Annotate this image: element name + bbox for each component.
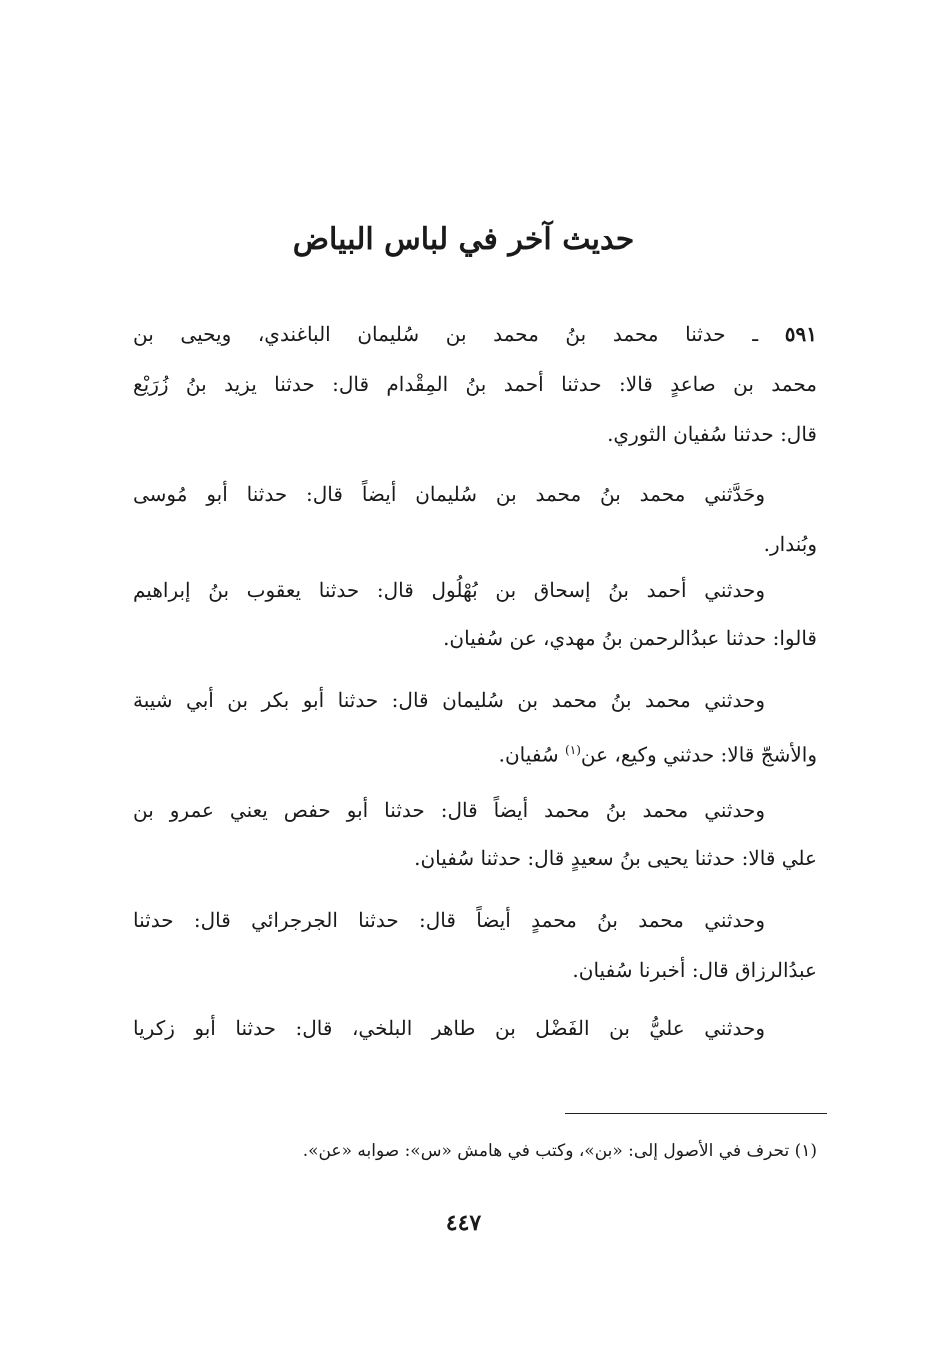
text-line: محمد بن صاعدٍ قالا: حدثنا أحمد بنُ المِقْدام قال: حدثنا يزيد بنُ زُرَيْع bbox=[133, 372, 817, 396]
page-number: ٤٤٧ bbox=[445, 1210, 482, 1236]
footnote: (١) تحرف في الأصول إلى: «بن»، وكتب في هامش «س»: صوابه «عن». bbox=[302, 1141, 817, 1161]
text-line: وبُندار. bbox=[763, 532, 817, 556]
text-line: وحَدَّثني محمد بنُ محمد بن سُليمان أيضاً قال: حدثنا أبو مُوسى bbox=[133, 482, 765, 506]
text-line: وحدثني محمد بنُ محمد بن سُليمان قال: حدثنا أبو بكر بن أبي شيبة bbox=[133, 688, 765, 712]
text-line: قال: حدثنا سُفيان الثوري. bbox=[607, 422, 817, 446]
text-line: وحدثني أحمد بنُ إسحاق بن بُهْلُول قال: حدثنا يعقوب بنُ إبراهيم bbox=[133, 578, 765, 602]
section-title: حديث آخر في لباس البياض bbox=[292, 222, 635, 257]
footnote-ref: (١) bbox=[565, 743, 581, 757]
text-line: وحدثني محمد بنُ محمد أيضاً قال: حدثنا أبو حفص يعني عمرو بن bbox=[133, 798, 765, 822]
text-line: والأشجّ قالا: حدثني وكيع، عن$^{(١)}$ سُفيان. bbox=[498, 742, 817, 767]
text-line: عبدُالرزاق قال: أخبرنا سُفيان. bbox=[572, 958, 817, 982]
text-line: قالوا: حدثنا عبدُالرحمن بنُ مهدي، عن سُفيان. bbox=[443, 626, 817, 650]
hadith-number: ٥٩١ bbox=[784, 322, 818, 346]
footnote-divider bbox=[565, 1113, 827, 1114]
text-line: وحدثني عليُّ بن الفَضْل بن طاهر البلخي، قال: حدثنا أبو زكريا bbox=[133, 1016, 765, 1040]
text-line: وحدثني محمد بنُ محمدٍ أيضاً قال: حدثنا الجرجرائي قال: حدثنا bbox=[133, 908, 765, 932]
text-line: ٥٩١ ـ حدثنا محمد بنُ محمد بن سُليمان الباغندي، ويحيى بن bbox=[133, 322, 818, 346]
text-line: علي قالا: حدثنا يحيى بنُ سعيدٍ قال: حدثنا سُفيان. bbox=[414, 846, 817, 870]
